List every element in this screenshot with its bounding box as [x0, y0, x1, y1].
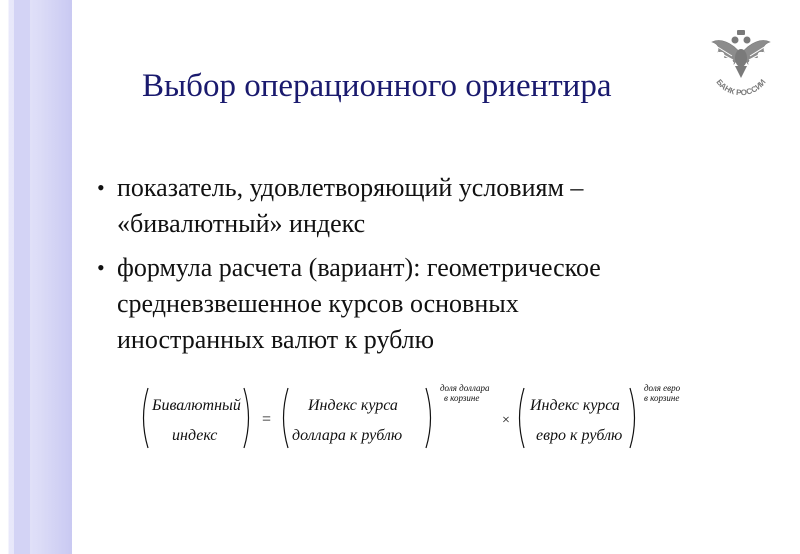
bullet-marker: • [97, 255, 105, 280]
bullet-text-line: «бивалютный» индекс [117, 209, 366, 238]
bullet-item [97, 250, 777, 358]
term2-exponent-line1: доля евро [644, 383, 681, 393]
equals-sign: = [262, 411, 272, 428]
term1-exponent-line1: доля доллара [440, 383, 490, 393]
bullet-text-line: средневзвешенное курсов основных [117, 289, 519, 318]
bullet-text-line: формула расчета (вариант): геометрическое [117, 253, 601, 282]
left-paren [138, 387, 150, 449]
term2-line1: Индекс курса [530, 397, 620, 414]
left-paren [514, 387, 526, 449]
right-paren [628, 387, 640, 449]
logo-text: БАНК РОССИИ [714, 77, 768, 98]
svg-text:БАНК РОССИИ [714, 77, 767, 97]
times-sign: × [502, 413, 510, 428]
formula-lhs-line1: Бивалютный [152, 397, 241, 414]
term2-exponent-line2: в корзине [644, 393, 680, 403]
left-paren [278, 387, 290, 449]
formula-lhs-line2: индекс [172, 427, 218, 444]
bullet-text-line: иностранных валют к рублю [117, 325, 435, 354]
bullet-marker: • [97, 175, 105, 200]
right-paren [242, 387, 254, 449]
left-decorative-stripe [14, 0, 30, 554]
slide-title: Выбор операционного ориентира [142, 68, 612, 104]
double-headed-eagle-icon [704, 24, 778, 98]
left-decorative-band [0, 0, 72, 554]
bivalute-index-formula [138, 385, 698, 465]
bullet-list [97, 170, 777, 366]
term1-line2: доллара к рублю [292, 427, 403, 444]
bullet-item [97, 170, 777, 242]
term1-line1: Индекс курса [308, 397, 398, 414]
right-paren [424, 387, 436, 449]
bullet-text-line: показатель, удовлетворяющий условиям – [117, 173, 584, 202]
term2-line2: евро к рублю [536, 427, 623, 444]
term1-exponent-line2: в корзине [444, 393, 480, 403]
